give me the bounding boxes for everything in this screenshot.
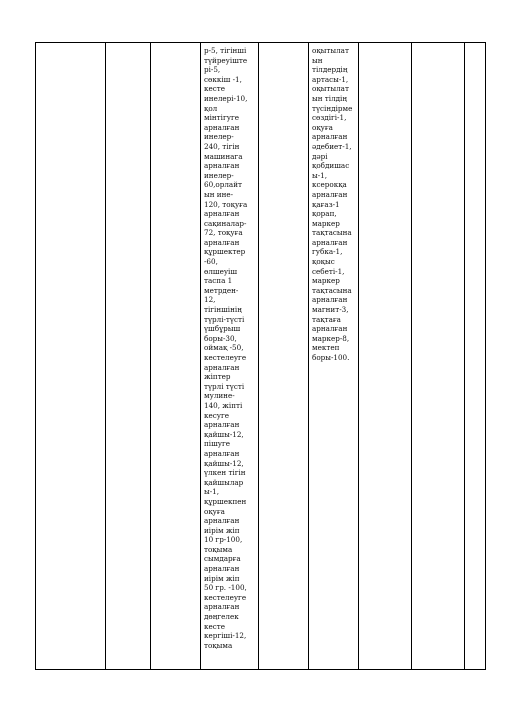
- text-line: ын ине-: [204, 189, 234, 199]
- text-line: 72, тоқуға: [204, 228, 243, 238]
- text-line: тоқыма: [204, 544, 233, 554]
- text-line: арналған: [204, 516, 240, 526]
- table-cell-col-4: [201, 43, 259, 670]
- text-line: инелер-: [204, 132, 234, 142]
- text-line: сөздігі-1,: [312, 113, 347, 123]
- text-line: мінтігуге: [204, 113, 239, 123]
- text-line: арналған: [312, 324, 348, 334]
- text-line: губка-1,: [312, 247, 343, 257]
- text-line: 60,орлайт: [204, 180, 242, 190]
- text-line: қайшы-12,: [204, 429, 244, 439]
- text-line: -60,: [204, 257, 218, 267]
- text-line: 120, тоқуға: [204, 199, 248, 209]
- text-line: таспа 1: [204, 276, 233, 286]
- text-line: мектеп: [312, 343, 340, 353]
- text-line: үшбұрыш: [204, 324, 241, 334]
- text-line: ксерокқа: [312, 180, 347, 190]
- text-line: маркер-8,: [312, 333, 350, 343]
- text-line: 240, тігін: [204, 141, 240, 151]
- equipment-list-text: [204, 46, 256, 650]
- classroom-supplies-text: [312, 46, 356, 363]
- text-line: тігіншінің: [204, 305, 242, 315]
- table-cell-col-8: [412, 43, 465, 670]
- text-line: рі-5,: [204, 65, 221, 75]
- text-line: оқытылат: [312, 46, 349, 55]
- text-line: маркер: [312, 276, 340, 286]
- text-line: кесте: [204, 84, 226, 94]
- text-line: мулине-: [204, 391, 235, 401]
- text-line: түсіндірме: [312, 103, 353, 113]
- text-line: 50 гр. -100,: [204, 583, 247, 593]
- text-line: өлшеуіш: [204, 266, 238, 276]
- text-line: құршектер: [204, 247, 246, 257]
- text-line: қол: [204, 103, 218, 113]
- text-line: тақтаға: [312, 314, 341, 324]
- text-line: 140, жіпті: [204, 400, 243, 410]
- text-line: кергіші-12,: [204, 631, 247, 641]
- equipment-table: [35, 42, 486, 670]
- text-line: қағаз-1: [312, 199, 340, 209]
- text-line: оқытылат: [312, 84, 349, 94]
- text-line: түрлі-түсті: [204, 314, 245, 324]
- text-line: боры-30,: [204, 333, 237, 343]
- text-line: р-5, тігінші: [204, 46, 247, 55]
- text-line: иірім жіп: [204, 573, 240, 583]
- text-line: арналған: [204, 237, 240, 247]
- text-line: кесуге: [204, 410, 230, 420]
- text-line: ы-1,: [204, 487, 220, 497]
- text-line: түрлі түсті: [204, 381, 245, 391]
- text-line: тақтасына: [312, 285, 352, 295]
- table-row: [36, 43, 486, 670]
- text-line: түйреуіштe: [204, 55, 248, 65]
- text-line: иірім жіп: [204, 525, 240, 535]
- text-line: арналған: [312, 237, 348, 247]
- text-line: арналған: [204, 362, 240, 372]
- table-cell-col-9: [465, 43, 486, 670]
- text-line: себеті-1,: [312, 266, 345, 276]
- text-line: ын тілдің: [312, 93, 347, 103]
- text-line: арналған: [312, 189, 348, 199]
- text-line: магнит-3,: [312, 305, 349, 315]
- text-line: арналған: [204, 564, 240, 574]
- text-line: жіптер: [204, 372, 231, 382]
- table-cell-col-2: [106, 43, 151, 670]
- text-line: инелер-: [204, 170, 234, 180]
- text-line: арналған: [204, 209, 240, 219]
- text-line: қобдишас: [312, 161, 350, 171]
- text-line: тоқыма: [204, 640, 233, 650]
- text-line: сақиналар-: [204, 218, 247, 228]
- text-line: ын: [312, 55, 323, 65]
- text-line: дөңгелек: [204, 612, 239, 622]
- table-cell-col-3: [151, 43, 201, 670]
- text-line: кестелеуге: [204, 592, 247, 602]
- text-line: құршекпен: [204, 496, 247, 506]
- text-line: қоқыс: [312, 257, 335, 267]
- text-line: қайшы-12,: [204, 458, 244, 468]
- text-line: артасы-1,: [312, 74, 349, 84]
- text-line: арналған: [312, 132, 348, 142]
- text-line: пішуге: [204, 439, 231, 449]
- text-line: сымдарға: [204, 554, 241, 564]
- table-cell-col-1: [36, 43, 106, 670]
- table-cell-col-7: [359, 43, 412, 670]
- text-line: арналған: [204, 161, 240, 171]
- text-line: сөккіш -1,: [204, 74, 242, 84]
- text-line: дәрі: [312, 151, 328, 161]
- text-line: инелері-10,: [204, 93, 248, 103]
- text-line: қорап,: [312, 209, 337, 219]
- text-line: арналған: [312, 295, 348, 305]
- text-line: боры-100.: [312, 353, 350, 362]
- text-line: оқуға: [312, 122, 333, 132]
- text-line: кестелеуге: [204, 353, 247, 362]
- text-line: 12,: [204, 295, 216, 305]
- text-line: ы-1,: [312, 170, 328, 180]
- table-cell-col-6: [309, 43, 359, 670]
- text-line: метрден-: [204, 285, 239, 295]
- text-line: қайшылар: [204, 477, 244, 487]
- text-line: машинага: [204, 151, 243, 161]
- text-line: маркер: [312, 218, 340, 228]
- text-line: арналған: [204, 122, 240, 132]
- text-line: тілдердің: [312, 65, 348, 75]
- text-line: оқуға: [204, 506, 225, 516]
- text-line: арналған: [204, 602, 240, 612]
- text-line: оймақ -50,: [204, 343, 244, 353]
- text-line: 10 гр-100,: [204, 535, 243, 545]
- text-line: арналған: [204, 448, 240, 458]
- text-line: әдебиет-1,: [312, 141, 352, 151]
- text-line: арналған: [204, 420, 240, 430]
- text-line: кесте: [204, 621, 226, 631]
- text-line: үлкен тігін: [204, 468, 246, 478]
- table-cell-col-5: [259, 43, 309, 670]
- text-line: тақтасына: [312, 228, 352, 238]
